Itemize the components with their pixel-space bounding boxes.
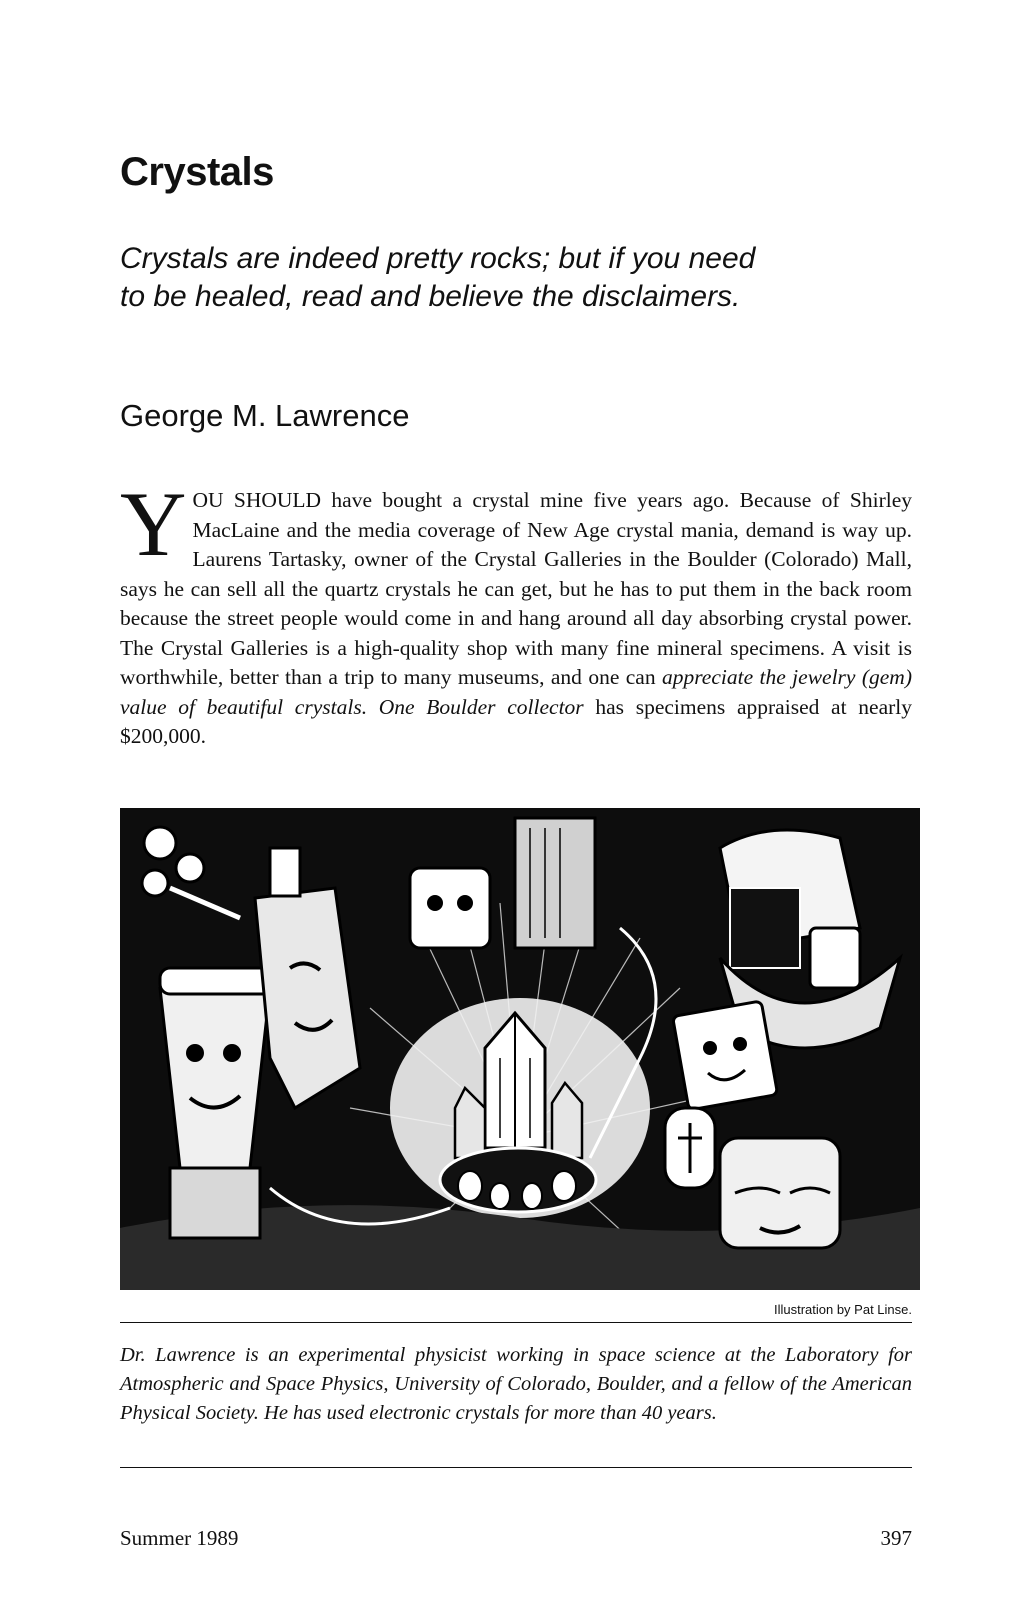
issue-date: Summer 1989	[120, 1526, 239, 1550]
illustration-credit: Illustration by Pat Linse.	[773, 1302, 912, 1317]
body-paragraph	[120, 473, 912, 752]
appliance-figure-left-icon	[160, 968, 272, 1238]
body-text-part2: has specimens appraised at nearly $200,000.	[120, 694, 912, 748]
author-bio: Dr. Lawrence is an experimental physicist working in space science at the Laboratory for Atmospheric and Space Physics, University of Colorado, Boulder, and a fellow of the American Physical Society. He has used electronic crystals for more than 40 years.	[120, 1344, 912, 1424]
page-number: 397	[880, 1526, 912, 1550]
bio-top-rule	[120, 1322, 912, 1323]
body-text-part1: OU SHOULD have bought a crystal mine five years ago. Because of Shirley MacLaine and the media coverage of New Age crystal mania, demand is way up. Laurens Tartasky, owner of the Crystal Galleries in the Boulder (Colorado) Mall, says he can sell all the quartz crystals he can get, but he has to put them in the back room because the street people would come in and hang around all day absorbing crystal power. The Crystal Galleries is a high-quality shop with many fine mineral specimens. A visit is worthwhile, better than a trip to many museums, and one can	[120, 488, 912, 689]
article-title: Crystals	[120, 150, 274, 194]
body-text-italic: appreciate the jewelry (gem) value of beautiful crystals. One Boulder collector	[120, 665, 912, 719]
card-figure-icon	[673, 1001, 778, 1110]
illustration	[120, 808, 920, 1290]
bio-bottom-rule	[120, 1467, 912, 1468]
drop-cap: Y	[120, 473, 187, 575]
author-byline: George M. Lawrence	[120, 398, 410, 433]
illustration-artwork	[120, 808, 920, 1290]
article-dek: Crystals are indeed pretty rocks; but if you need to be healed, read and believe the disclaimers.	[120, 242, 756, 313]
